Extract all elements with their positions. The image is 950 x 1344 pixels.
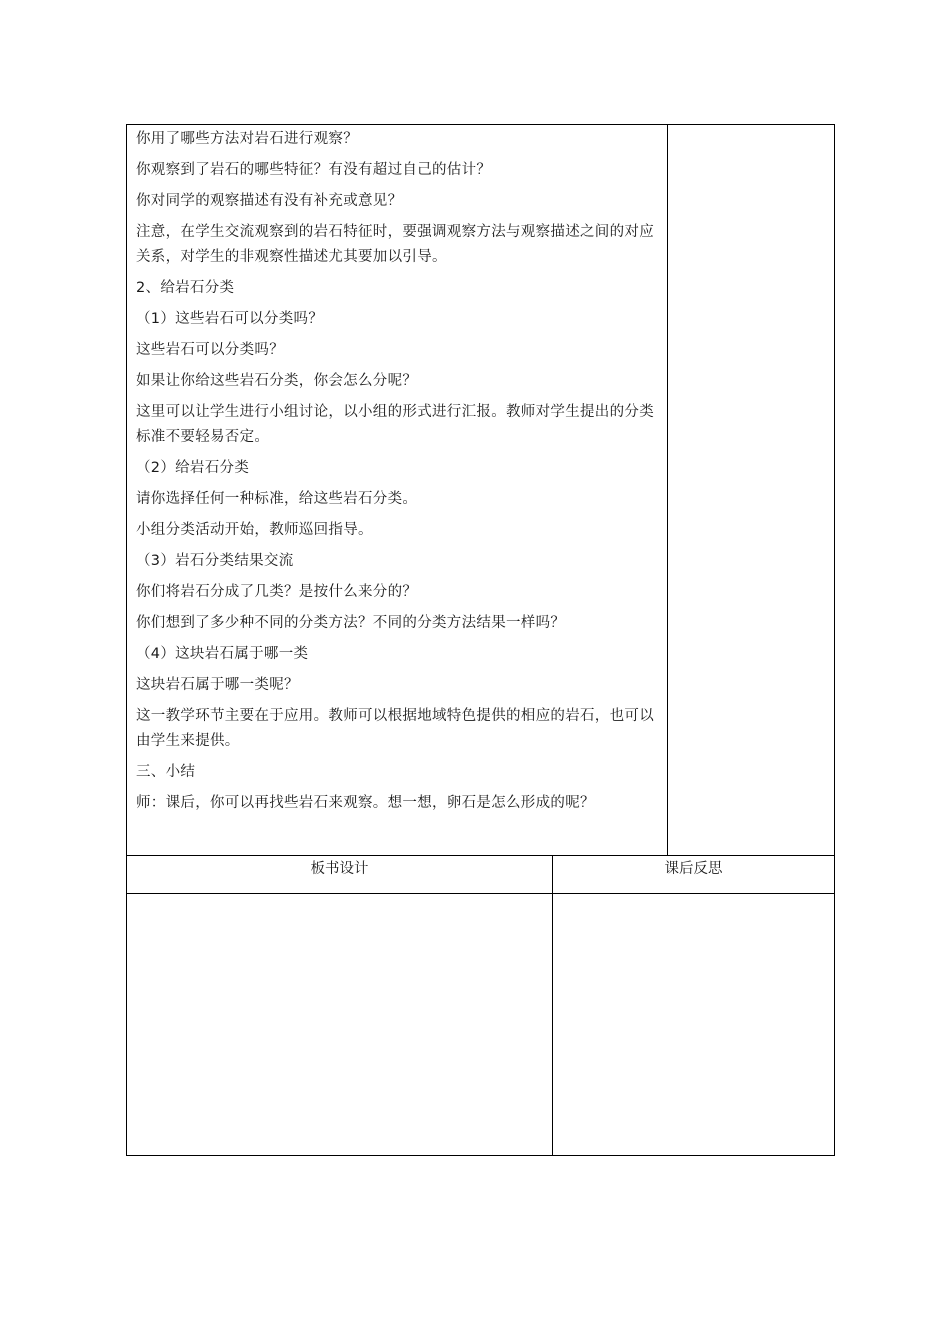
paragraph-12: 小组分类活动开始，教师巡回指导。 — [136, 522, 373, 538]
board-design-cell — [127, 894, 553, 1155]
paragraph-3: 你对同学的观察描述有没有补充或意见？ — [136, 193, 403, 209]
board-design-header: 板书设计 — [127, 856, 553, 894]
paragraph-20: 师：课后，你可以再找些岩石来观察。想一想，卵石是怎么形成的呢？ — [136, 795, 595, 811]
paragraph-2: 你观察到了岩石的哪些特征？有没有超过自己的估计？ — [136, 162, 492, 178]
paragraph-17: 这块岩石属于哪一类呢？ — [136, 677, 299, 693]
reflection-cell — [553, 894, 834, 1155]
subheading-2: （2）给岩石分类 — [136, 460, 250, 476]
subheading-1: （1）这些岩石可以分类吗？ — [136, 311, 324, 327]
paragraph-18: 这一教学环节主要在于应用。教师可以根据地域特色提供的相应的岩石，也可以由学生来提供。 — [136, 708, 654, 749]
reflection-header: 课后反思 — [553, 856, 834, 894]
notes-side-cell — [668, 125, 834, 856]
paragraph-15: 你们想到了多少种不同的分类方法？不同的分类方法结果一样吗？ — [136, 615, 566, 631]
section-heading-summary: 三、小结 — [136, 764, 196, 780]
paragraph-11: 请你选择任何一种标准，给这些岩石分类。 — [136, 491, 418, 507]
subheading-4: （4）这块岩石属于哪一类 — [136, 646, 309, 662]
lesson-plan-table — [126, 124, 835, 1156]
paragraph-14: 你们将岩石分成了几类？是按什么来分的？ — [136, 584, 418, 600]
paragraph-7: 这些岩石可以分类吗？ — [136, 342, 284, 358]
paragraph-4: 注意，在学生交流观察到的岩石特征时，要强调观察方法与观察描述之间的对应关系，对学生的非观察性描述尤其要加以引导。 — [136, 224, 654, 265]
paragraph-9: 这里可以让学生进行小组讨论，以小组的形式进行汇报。教师对学生提出的分类标准不要轻易否定。 — [136, 404, 654, 445]
section-heading-classify: 2、给岩石分类 — [136, 280, 235, 296]
lesson-content-cell — [127, 125, 668, 856]
subheading-3: （3）岩石分类结果交流 — [136, 553, 294, 569]
paragraph-1: 你用了哪些方法对岩石进行观察？ — [136, 131, 358, 147]
paragraph-8: 如果让你给这些岩石分类，你会怎么分呢？ — [136, 373, 418, 389]
